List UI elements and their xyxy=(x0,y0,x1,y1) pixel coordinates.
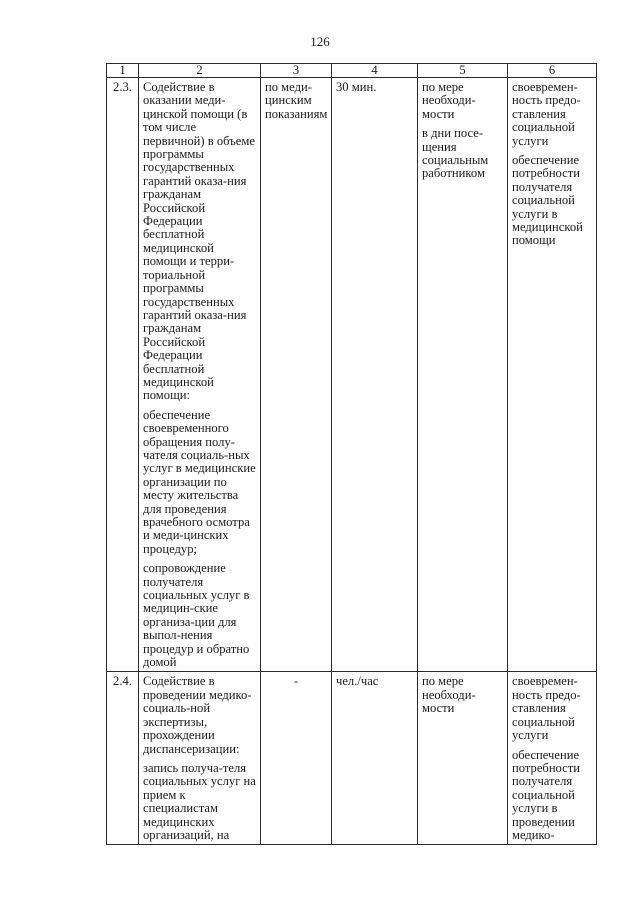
column-header: 3 xyxy=(261,64,332,78)
column-header: 4 xyxy=(332,64,418,78)
service-description xyxy=(139,672,261,845)
service-indication: - xyxy=(261,672,332,845)
service-description-paragraph: сопровождение получателя социальных услуг в медицин-ские организа-ции для выпол-нения процедур и обратно домой xyxy=(143,561,250,670)
service-frequency xyxy=(418,672,508,845)
service-time: 30 мин. xyxy=(332,78,418,672)
row-number: 2.3. xyxy=(107,78,139,672)
quality-paragraph: своевремен-ность предо-ставления социальной услуги xyxy=(512,674,581,743)
service-frequency xyxy=(418,78,508,672)
column-header: 1 xyxy=(107,64,139,78)
service-quality xyxy=(508,78,597,672)
service-description xyxy=(139,78,261,672)
service-indication: по меди-цинским показаниям xyxy=(261,78,332,672)
table-row xyxy=(107,672,597,845)
service-quality xyxy=(508,672,597,845)
table-header-row xyxy=(107,64,597,78)
service-description-paragraph: Содействие в проведении медико-социаль-ной экспертизы, прохождении диспансеризации: xyxy=(143,674,252,756)
service-description-paragraph: запись получа-теля социальных услуг на прием к специалистам медицинских организаций, на xyxy=(143,760,256,842)
quality-paragraph: обеспечение потребности получателя социальной услуги в медицинской помощи xyxy=(512,153,583,248)
frequency-paragraph: по мере необходи-мости xyxy=(422,80,476,121)
services-table xyxy=(106,63,597,845)
column-header: 6 xyxy=(508,64,597,78)
frequency-paragraph: по мере необходи-мости xyxy=(422,674,476,716)
service-description-paragraph: Содействие в оказании меди-цинской помощи (в том числе первичной) в объеме программы государственных гарантий оказа-ния гражданам Российской Федерации бесплатной медицинской помощи и терри-ториальной программы государственных гарантий оказа-ния гражданам Российской Федерации бесплатной медицинской помощи: xyxy=(143,80,255,403)
quality-paragraph: обеспечение потребности получателя социальной услуги в проведении медико- xyxy=(512,747,581,842)
quality-paragraph: своевремен-ность предо-ставления социальной услуги xyxy=(512,80,581,148)
frequency-paragraph: в дни посе-щения социальным работником xyxy=(422,126,489,181)
table-row xyxy=(107,78,597,672)
service-time: чел./час xyxy=(332,672,418,845)
service-description-paragraph: обеспечение своевременного обращения полу-чателя социаль-ных услуг в медицинские организации по месту жительства для проведения врачебного осмотра и меди-цинских процедур; xyxy=(143,407,256,556)
column-header: 5 xyxy=(418,64,508,78)
column-header: 2 xyxy=(139,64,261,78)
page-number: 126 xyxy=(310,34,330,49)
row-number: 2.4. xyxy=(107,672,139,845)
